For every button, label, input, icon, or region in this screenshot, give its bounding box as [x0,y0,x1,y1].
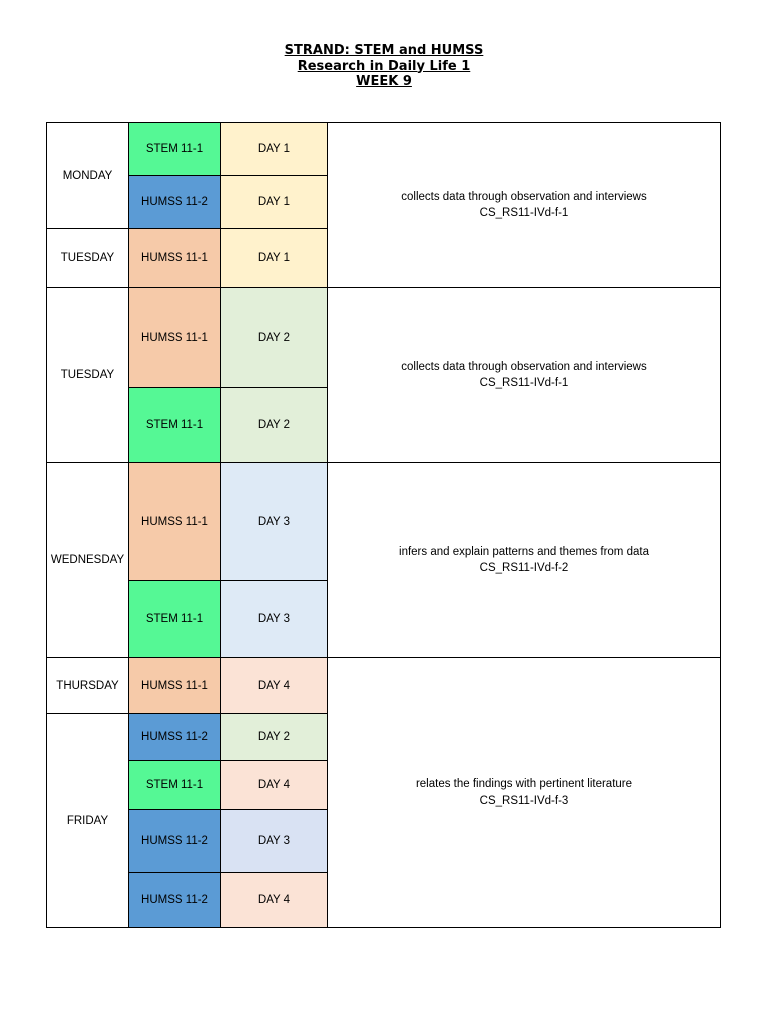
section-cell: HUMSS 11-2 [129,810,221,873]
section-cell: HUMSS 11-2 [129,714,221,761]
session-cell: DAY 2 [221,714,328,761]
competency-text: relates the findings with pertinent literature [415,778,633,790]
session-cell: DAY 3 [221,463,328,581]
section-cell: STEM 11-1 [129,761,221,810]
competency-code: CS_RS11-IVd-f-3 [479,794,569,807]
section-cell: HUMSS 11-1 [129,288,221,388]
session-cell: DAY 1 [221,176,328,229]
competency-cell [328,658,721,928]
subject-title: Research in Daily Life 1 [297,58,471,74]
session-cell: DAY 3 [221,581,328,658]
competency-cell [328,288,721,463]
day-cell-friday: FRIDAY [47,714,129,928]
day-cell-monday: MONDAY [47,123,129,229]
section-cell: STEM 11-1 [129,388,221,463]
section-cell: STEM 11-1 [129,581,221,658]
session-cell: DAY 4 [221,658,328,714]
competency-code: CS_RS11-IVd-f-1 [479,207,569,219]
section-cell: HUMSS 11-2 [129,176,221,229]
session-cell: DAY 4 [221,761,328,810]
section-cell: STEM 11-1 [129,123,221,176]
session-cell: DAY 1 [221,229,328,288]
section-cell: HUMSS 11-1 [129,658,221,714]
schedule-table [46,122,721,928]
document-header [0,43,768,90]
competency-code: CS_RS11-IVd-f-2 [479,562,569,574]
competency-code: CS_RS11-IVd-f-1 [479,377,569,389]
session-cell: DAY 1 [221,123,328,176]
session-cell: DAY 2 [221,288,328,388]
competency-cell [328,123,721,288]
strand-title: STRAND: STEM and HUMSS [284,43,484,58]
table-row [47,658,721,714]
section-cell: HUMSS 11-1 [129,463,221,581]
session-cell: DAY 4 [221,873,328,928]
table-row [47,123,721,176]
day-cell-wednesday: WEDNESDAY [47,463,129,658]
section-cell: HUMSS 11-1 [129,229,221,288]
competency-text: collects data through observation and interviews [401,190,647,203]
day-cell-tuesday: TUESDAY [47,288,129,463]
competency-text: infers and explain patterns and themes from data [399,545,649,558]
day-cell-tuesday: TUESDAY [47,229,129,288]
session-cell: DAY 2 [221,388,328,463]
table-row [47,288,721,388]
competency-text: collects data through observation and interviews [401,360,647,373]
table-row [47,463,721,581]
session-cell: DAY 3 [221,810,328,873]
competency-cell [328,463,721,658]
day-cell-thursday: THURSDAY [47,658,129,714]
week-title: WEEK 9 [356,74,412,89]
section-cell: HUMSS 11-2 [129,873,221,928]
